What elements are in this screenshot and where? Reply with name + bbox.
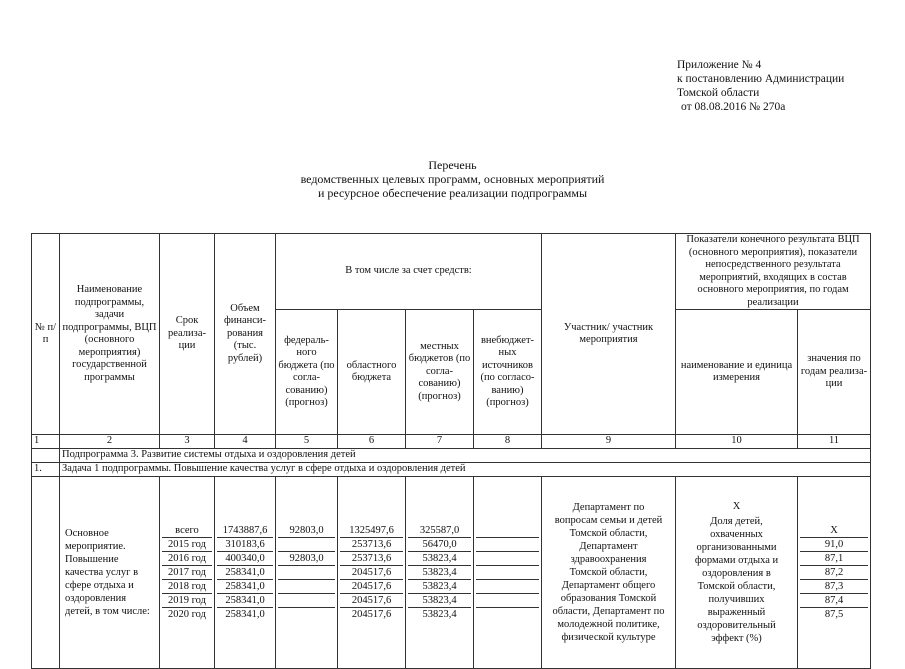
term-cell: 2019 год — [162, 594, 212, 608]
federal-cell — [278, 566, 335, 580]
extra-cell — [476, 580, 539, 594]
federal-stack — [278, 524, 335, 622]
federal-cell: 92803,0 — [278, 552, 335, 566]
regional-cell: 204517,6 — [351, 608, 392, 620]
title-line: Перечень — [428, 158, 477, 172]
total-cell: 258341,0 — [225, 608, 265, 620]
regional-cell: 253713,6 — [340, 538, 403, 552]
column-number: 10 — [676, 435, 798, 449]
task-title: Задача 1 подпрограммы. Повышение качества услуг в сфере отдыха и оздоровления детей — [60, 463, 871, 477]
column-number: 4 — [215, 435, 276, 449]
column-number: 8 — [474, 435, 542, 449]
header-extra: внебюджет-ных источников (по согласо-ванию) (прогноз) — [474, 310, 542, 435]
header-federal: федераль-ного бюджета (по согла-сованию) (прогноз) — [276, 310, 338, 435]
value-cell: 87,1 — [800, 552, 868, 566]
regional-cell: 253713,6 — [340, 552, 403, 566]
values-stack — [800, 524, 868, 622]
indicator-name: Доля детей, охваченных организованными формами отдыха и оздоровления в Томской области, получивших выраженный оздоровительный эффект (%) — [694, 515, 779, 644]
total-stack — [217, 524, 273, 622]
local-cell: 53823,4 — [408, 552, 471, 566]
task-number: 1. — [32, 463, 60, 477]
federal-cell — [278, 594, 335, 608]
subprogram-row — [32, 449, 871, 463]
appendix-line: Томской области — [677, 87, 760, 99]
column-number: 9 — [542, 435, 676, 449]
term-cell: 2016 год — [162, 552, 212, 566]
total-cell: 258341,0 — [217, 594, 273, 608]
local-cell: 53823,4 — [408, 566, 471, 580]
term-stack — [162, 524, 212, 622]
header-sources-group: В том числе за счет средств: — [276, 234, 542, 310]
header-name: Наименование подпрограммы, задачи подпрограммы, ВЦП (основного мероприятия) государственной программы — [60, 234, 160, 435]
federal-cell — [278, 580, 335, 594]
subprogram-title: Подпрограмма 3. Развитие системы отдыха и оздоровления детей — [60, 449, 871, 463]
header-indicator-name: наименование и единица измерения — [676, 310, 798, 435]
extra-cell — [476, 524, 539, 538]
appendix-line: к постановлению Администрации — [677, 73, 845, 85]
header-indicator-values: значения по годам реализа-ции — [798, 310, 871, 435]
header-volume: Объем финанси-рования (тыс. рублей) — [215, 234, 276, 435]
header-local: местных бюджетов (по согла-сованию) (прогноз) — [406, 310, 474, 435]
extra-cell — [476, 552, 539, 566]
total-cell: 258341,0 — [217, 566, 273, 580]
federal-cell — [278, 608, 335, 622]
title-line: ведомственных целевых программ, основных мероприятий — [300, 172, 605, 186]
participants-text: Департамент по вопросам семьи и детей Томской области, Департамент здравоохранения Томской области, Департамент общего образования Томской области, Департамент по молодежной политике, физической культуре — [552, 502, 665, 643]
local-cell: 56470,0 — [408, 538, 471, 552]
appendix-line: от 08.08.2016 № 270а — [681, 101, 786, 113]
activity-name: Основное мероприятие. Повышение качества услуг в сфере отдыха и оздоровления детей, в том числе: — [65, 528, 150, 617]
document-title — [0, 158, 905, 200]
local-cell: 53823,4 — [408, 594, 471, 608]
term-cell: всего — [162, 524, 212, 538]
value-cell: 91,0 — [800, 538, 868, 552]
regional-cell: 204517,6 — [340, 580, 403, 594]
appendix-note — [677, 58, 844, 114]
extra-cell — [476, 538, 539, 552]
term-cell: 2020 год — [168, 608, 206, 620]
column-number: 7 — [406, 435, 474, 449]
extra-stack — [476, 524, 539, 622]
header-num: № п/п — [32, 234, 60, 435]
term-cell: 2018 год — [162, 580, 212, 594]
total-cell: 310183,6 — [217, 538, 273, 552]
extra-cell — [476, 594, 539, 608]
term-cell: 2015 год — [162, 538, 212, 552]
total-cell: 400340,0 — [217, 552, 273, 566]
extra-cell — [476, 608, 539, 622]
column-number: 3 — [160, 435, 215, 449]
header-regional: областного бюджета — [338, 310, 406, 435]
total-cell: 258341,0 — [217, 580, 273, 594]
column-number: 1 — [32, 435, 60, 449]
regional-stack — [340, 524, 403, 622]
value-cell: 87,3 — [800, 580, 868, 594]
value-cell: 87,2 — [800, 566, 868, 580]
local-stack — [408, 524, 471, 622]
regional-cell: 1325497,6 — [340, 524, 403, 538]
header-term: Срок реализа-ции — [160, 234, 215, 435]
column-number: 2 — [60, 435, 160, 449]
regional-cell: 204517,6 — [340, 566, 403, 580]
column-numbers-row — [32, 435, 871, 449]
task-row — [32, 463, 871, 477]
header-participant: Участник/ участник мероприятия — [542, 234, 676, 435]
total-cell: 1743887,6 — [217, 524, 273, 538]
column-number: 6 — [338, 435, 406, 449]
value-cell: 87,5 — [824, 608, 844, 620]
appendix-line: Приложение № 4 — [677, 59, 762, 71]
header-indicators-group: Показатели конечного результата ВЦП (основного мероприятия), показатели непосредственного результата мероприятий, входящих в состав основного мероприятия, по годам реализации — [676, 234, 871, 310]
column-number: 5 — [276, 435, 338, 449]
local-cell: 325587,0 — [408, 524, 471, 538]
value-cell: 87,4 — [800, 594, 868, 608]
local-cell: 53823,4 — [422, 608, 457, 620]
federal-cell — [278, 538, 335, 552]
extra-cell — [476, 566, 539, 580]
local-cell: 53823,4 — [408, 580, 471, 594]
programs-table — [31, 233, 871, 669]
value-cell: Х — [800, 524, 868, 538]
indicator-x: Х — [732, 500, 741, 512]
term-cell: 2017 год — [162, 566, 212, 580]
regional-cell: 204517,6 — [340, 594, 403, 608]
title-line: и ресурсное обеспечение реализации подпрограммы — [317, 186, 588, 200]
federal-cell: 92803,0 — [278, 524, 335, 538]
column-number: 11 — [798, 435, 871, 449]
